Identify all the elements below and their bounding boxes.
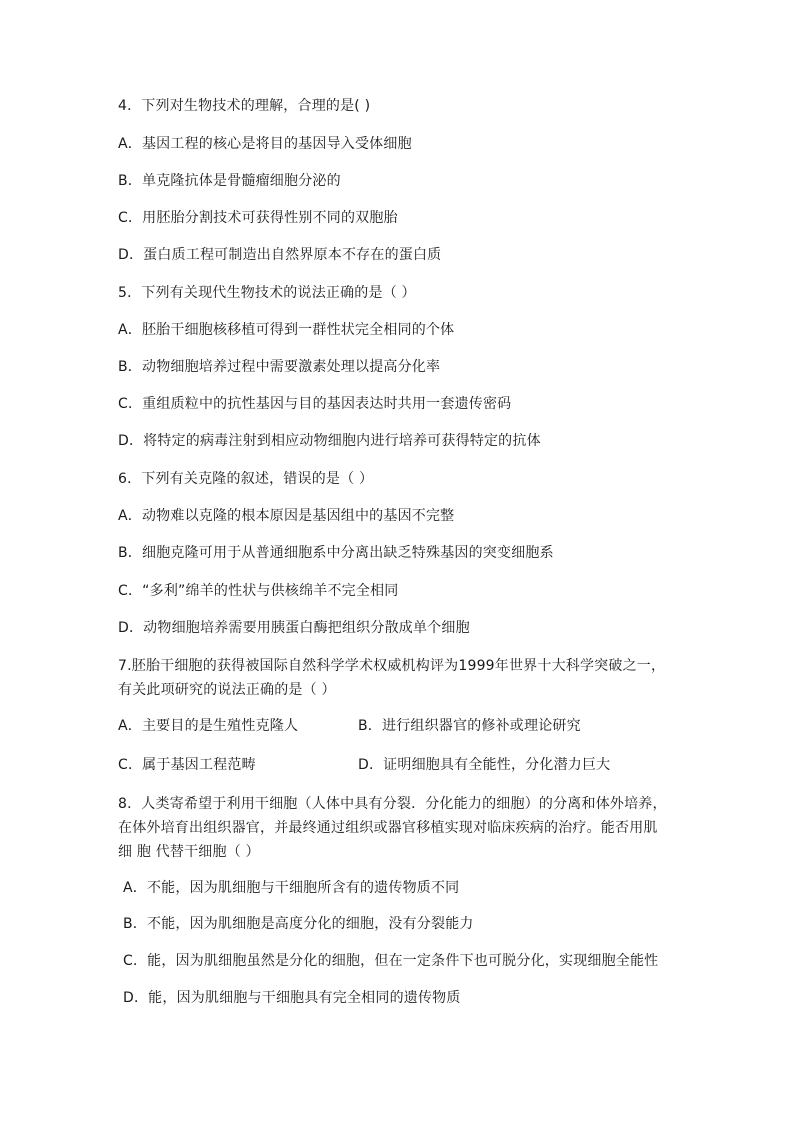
question-5-option-b: B．动物细胞培养过程中需要激素处理以提高分化率 (118, 359, 441, 375)
question-8-option-c: C．能，因为肌细胞虽然是分化的细胞，但在一定条件下也可脱分化，实现细胞全能性 (123, 953, 659, 969)
question-7-stem-line-1: 7.胚胎干细胞的获得被国际自然科学学术权威机构评为1999年世界十大科学突破之一， (118, 658, 666, 674)
question-5-option-c: C．重组质粒中的抗性基因与目的基因表达时共用一套遗传密码 (118, 396, 512, 412)
question-6-option-d: D．动物细胞培养需要用胰蛋白酶把组织分散成单个细胞 (118, 620, 470, 636)
question-8-stem-line-3: 细 胞 代替干细胞（ ） (118, 844, 260, 860)
question-5-option-d: D．将特定的病毒注射到相应动物细胞内进行培养可获得特定的抗体 (118, 433, 541, 449)
question-6-option-c: C．“多利”绵羊的性状与供核绵羊不完全相同 (118, 583, 399, 599)
question-8-option-a: A．不能，因为肌细胞与干细胞所含有的遗传物质不同 (123, 880, 460, 896)
question-4-option-d: D．蛋白质工程可制造出自然界原本不存在的蛋白质 (118, 247, 442, 263)
question-4-option-b: B．单克隆抗体是骨髓瘤细胞分泌的 (118, 173, 341, 189)
question-4-stem: 4．下列对生物技术的理解，合理的是( ) (118, 98, 371, 114)
question-6-stem: 6．下列有关克隆的叙述，错误的是（ ） (118, 471, 374, 487)
question-7-stem-line-2: 有关此项研究的说法正确的是（ ） (118, 682, 336, 698)
question-8-stem-line-1: 8．人类寄希望于利用干细胞（人体中具有分裂．分化能力的细胞）的分离和体外培养， (118, 796, 667, 812)
question-8-option-d: D．能，因为肌细胞与干细胞具有完全相同的遗传物质 (123, 990, 461, 1006)
question-4-option-a: A．基因工程的核心是将目的基因导入受体细胞 (118, 136, 412, 152)
question-8-option-b: B．不能，因为肌细胞是高度分化的细胞，没有分裂能力 (123, 916, 474, 932)
question-6-option-b: B．细胞克隆可用于从普通细胞系中分离出缺乏特殊基因的突变细胞系 (118, 545, 554, 561)
question-7-option-c: C．属于基因工程范畴 (118, 757, 256, 773)
question-6-option-a: A．动物难以克隆的根本原因是基因组中的基因不完整 (118, 508, 455, 524)
question-4-option-c: C．用胚胎分割技术可获得性别不同的双胞胎 (118, 210, 398, 226)
question-5-option-a: A．胚胎干细胞核移植可得到一群性状完全相同的个体 (118, 322, 455, 338)
question-7-option-d: D．证明细胞具有全能性，分化潜力巨大 (358, 757, 611, 773)
question-7-option-b: B．进行组织器官的修补或理论研究 (358, 718, 581, 734)
question-8-stem-line-2: 在体外培育出组织器官，并最终通过组织或器官移植实现对临床疾病的治疗。能否用肌 (118, 820, 658, 836)
question-5-stem: 5．下列有关现代生物技术的说法正确的是（ ） (118, 285, 416, 301)
question-7-option-a: A．主要目的是生殖性克隆人 (118, 718, 299, 734)
